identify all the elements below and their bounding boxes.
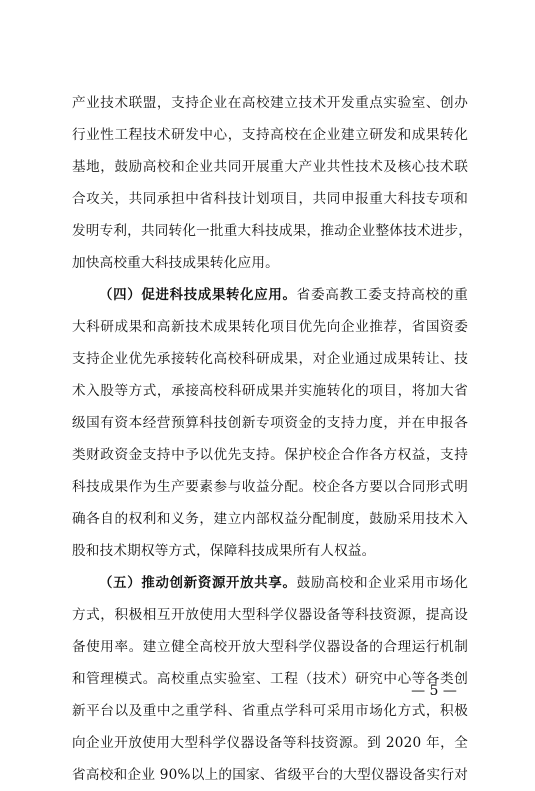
- paragraph-line: 大科研成果和高新技术成果转化项目优先向企业推荐，省国资委: [72, 319, 468, 335]
- paragraph-line: 确各自的权利和义务，建立内部权益分配制度，鼓励采用技术入: [72, 511, 468, 527]
- paragraph-line: 和管理模式。高校重点实验室、工程（技术）研究中心等各类创: [72, 671, 468, 687]
- paragraph-line: 加快高校重大科技成果转化应用。: [72, 255, 279, 271]
- section-first-line: [72, 279, 468, 311]
- section-first-line-text: 鼓励高校和企业采用市场化: [296, 575, 468, 591]
- paragraph-line: 行业性工程技术研发中心，支持高校在企业建立研发和成果转化: [72, 127, 468, 143]
- page-number: — 5 —: [411, 683, 457, 699]
- paragraph-line: 新平台以及重中之重学科、省重点学科可采用市场化方式，积极: [72, 703, 468, 719]
- paragraph-line: 基地，鼓励高校和企业共同开展重大产业共性技术及核心技术联: [72, 159, 468, 175]
- section-heading: （四）促进科技成果转化应用。: [99, 288, 297, 303]
- paragraph-line: 级国有资本经营预算科技创新专项资金的支持力度，并在申报各: [72, 415, 468, 431]
- paragraph-line: 支持企业优先承接转化高校科研成果，对企业通过成果转让、技: [72, 351, 468, 367]
- section-first-line: [72, 567, 468, 599]
- paragraph-line: 合攻关，共同承担中省科技计划项目，共同申报重大科技专项和: [72, 191, 468, 207]
- section-first-line-text: 省委高教工委支持高校的重: [296, 287, 468, 303]
- paragraph-line: 产业技术联盟，支持企业在高校建立技术开发重点实验室、创办: [72, 95, 468, 111]
- paragraph-line: 发明专利，共同转化一批重大科技成果，推动企业整体技术进步，: [72, 223, 473, 239]
- paragraph-line: 向企业开放使用大型科学仪器设备等科技资源。到 2020 年，全: [72, 735, 468, 751]
- section-heading: （五）推动创新资源开放共享。: [99, 576, 297, 591]
- paragraph-line: 省高校和企业 90%以上的国家、省级平台的大型仪器设备实行对: [72, 767, 468, 783]
- paragraph-line: 科技成果作为生产要素参与收益分配。校企各方要以合同形式明: [72, 479, 468, 495]
- paragraph-line: 方式，积极相互开放使用大型科学仪器设备等科技资源，提高设: [72, 607, 468, 623]
- paragraph-line: 术入股等方式，承接高校科研成果并实施转化的项目，将加大省: [72, 383, 468, 399]
- paragraph-line: 类财政资金支持中予以优先支持。保护校企合作各方权益，支持: [72, 447, 468, 463]
- paragraph-line: 股和技术期权等方式，保障科技成果所有人权益。: [72, 543, 376, 559]
- paragraph-line: 备使用率。建立健全高校开放大型科学仪器设备的合理运行机制: [72, 639, 468, 655]
